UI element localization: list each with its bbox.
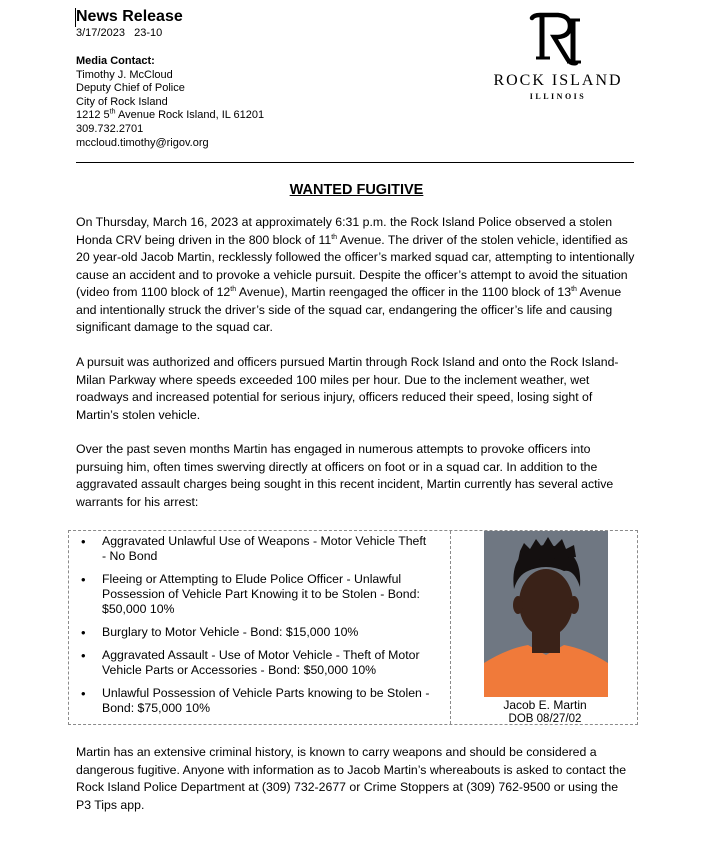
paragraph-history: Over the past seven months Martin has engaged in numerous attempts to provoke officers into pursuing him, often times swerving directly at officers on foot or in a squad car. In addition to the aggravated assault charges being sought in this recent incident, Martin currently has several active warrants for his arrest:	[76, 442, 614, 509]
charges-list	[69, 531, 449, 716]
header-divider	[76, 162, 634, 163]
charge-item: • Unlawful Possession of Vehicle Parts knowing to be Stolen - Bond: $75,000 10%	[69, 686, 432, 716]
mugshot-image	[484, 531, 608, 697]
rock-island-logo	[480, 12, 636, 112]
table-divider	[450, 531, 451, 724]
contact-email: mccloud.timothy@rigov.org	[76, 136, 209, 149]
release-date: 3/17/2023	[76, 27, 125, 39]
release-dateline	[76, 27, 162, 39]
contact-position: Deputy Chief of Police	[76, 82, 185, 95]
media-contact-label: Media Contact:	[76, 55, 155, 67]
charge-item: • Aggravated Assault - Use of Motor Vehicle - Theft of Motor Vehicle Parts or Accessories - Bond: $50,000 10%	[69, 648, 432, 678]
contact-address: 1212 5th Avenue Rock Island, IL 61201	[76, 108, 265, 122]
paragraph-incident: On Thursday, March 16, 2023 at approximately 6:31 p.m. the Rock Island Police observed a stolen Honda CRV being driven in the 800 block of 11th Avenue. The driver of the stolen vehicle, identified as 20 year-old Jacob Martin, recklessly followed the officer’s marked squad car, attempting to intentionally cause an accident and to provoke a vehicle pursuit. Despite the officer’s attempt to avoid the situation (video from 1100 block of 12th Avenue), Martin reengaged the officer in the 1100 block of 13th Avenue and intentionally struck the driver’s side of the squad car, endangering the officer’s life and causing significant damage to the squad car.	[76, 215, 635, 334]
suspect-dob: DOB 08/27/02	[508, 713, 582, 725]
charge-item: • Fleeing or Attempting to Elude Police Officer - Unlawful Possession of Vehicle Part Knowing it to be Stolen - Bond: $50,000 10%	[69, 572, 432, 617]
contact-phone: 309.732.2701	[76, 122, 144, 135]
ri-monogram-icon	[528, 12, 588, 66]
warrants-table	[68, 530, 638, 725]
charge-item: • Aggravated Unlawful Use of Weapons - Motor Vehicle Theft - No Bond	[69, 534, 432, 564]
logo-city-name: ROCK ISLAND	[493, 72, 623, 89]
contact-org: City of Rock Island	[76, 95, 168, 108]
suspect-name: Jacob E. Martin	[503, 698, 587, 712]
logo-state-name: ILLINOIS	[529, 92, 587, 101]
charge-item: • Burglary to Motor Vehicle - Bond: $15,000 10%	[69, 625, 432, 640]
headline: WANTED FUGITIVE	[289, 182, 424, 198]
paragraph-pursuit: A pursuit was authorized and officers pursued Martin through Rock Island and onto the Rock Island-Milan Parkway where speeds exceeded 100 miles per hour. Due to the inclement weather, wet roadways and increased potential for serious injury, officers reduced their speed, losing sight of Martin’s stolen vehicle.	[76, 355, 619, 422]
release-number: 23-10	[134, 27, 163, 39]
document-title: News Release	[76, 8, 183, 25]
paragraph-appeal: Martin has an extensive criminal history, is known to carry weapons and should be considered a dangerous fugitive. Anyone with information as to Jacob Martin’s whereabouts is asked to contact the Rock Island Police Department at (309) 732-2677 or Crime Stoppers at (309) 762-9500 or using the P3 Tips app.	[76, 745, 627, 812]
contact-name: Timothy J. McCloud	[76, 68, 173, 81]
media-contact-block	[76, 55, 264, 150]
suspect-photo	[484, 531, 608, 697]
